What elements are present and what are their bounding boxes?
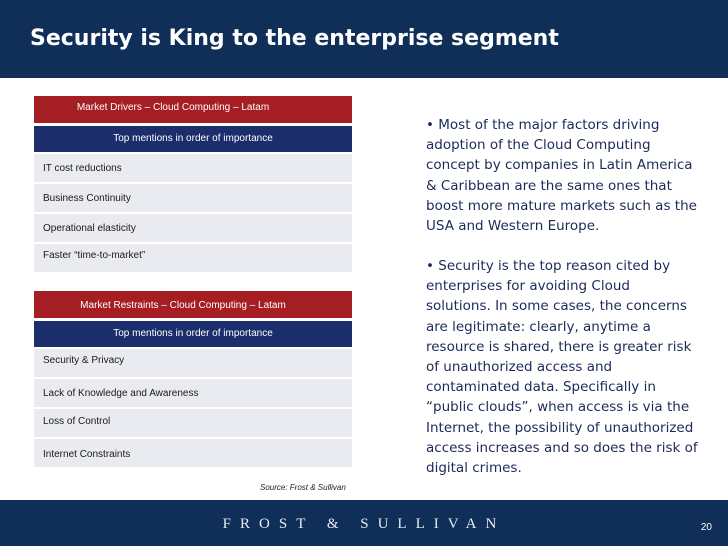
table-row [34, 214, 352, 243]
drivers-table-subheader-label: Top mentions in order of importance [113, 133, 273, 144]
table-row [34, 349, 352, 378]
page-number: 20 [700, 522, 712, 533]
table-row [34, 439, 352, 468]
table-row [34, 184, 352, 213]
table-row-label: Loss of Control [43, 416, 111, 427]
restraints-table-subheader [34, 319, 352, 347]
drivers-table-header [34, 96, 352, 123]
table-row-label: IT cost reductions [43, 163, 122, 174]
table-row-label: Business Continuity [43, 193, 131, 204]
slide-title: Security is King to the enterprise segment [30, 26, 559, 51]
source-note: Source: Frost & Sullivan [260, 483, 346, 492]
table-row [34, 244, 352, 273]
restraints-table-header-label: Market Restraints – Cloud Computing – Latam [80, 300, 286, 311]
table-row-label: Faster “time-to-market” [43, 250, 146, 261]
table-row-label: Internet Constraints [43, 449, 131, 460]
restraints-table-subheader-label: Top mentions in order of importance [113, 328, 273, 339]
paragraph-security: • Security is the top reason cited by enterprises for avoiding Cloud solutions. In some cases, the concerns are legitimate: clearly, anytime a resource is shared, there is greater risk of unauthorized access and contaminated data. Specifically in “public clouds”, when access is via the Internet, the possibility of unauthorized access increases and so does the risk of digital crimes. [426, 258, 698, 477]
title-bar [0, 0, 728, 78]
table-row [34, 409, 352, 438]
paragraph-drivers: • Most of the major factors driving adoption of the Cloud Computing concept by companies in Latin America & Caribbean are the same ones that boost more mature markets such as the USA and Western Europe. [426, 117, 697, 235]
restraints-table-header [34, 291, 352, 318]
table-row-label: Operational elasticity [43, 223, 136, 234]
table-row-label: Lack of Knowledge and Awareness [43, 388, 199, 399]
drivers-table-header-label: Market Drivers – Cloud Computing – Latam [76, 102, 270, 113]
table-row [34, 154, 352, 183]
footer-bar [0, 500, 728, 546]
drivers-table-subheader [34, 124, 352, 152]
table-row [34, 379, 352, 408]
table-row-label: Security & Privacy [43, 355, 125, 366]
frost-sullivan-logo: FROST & SULLIVAN [222, 516, 506, 532]
